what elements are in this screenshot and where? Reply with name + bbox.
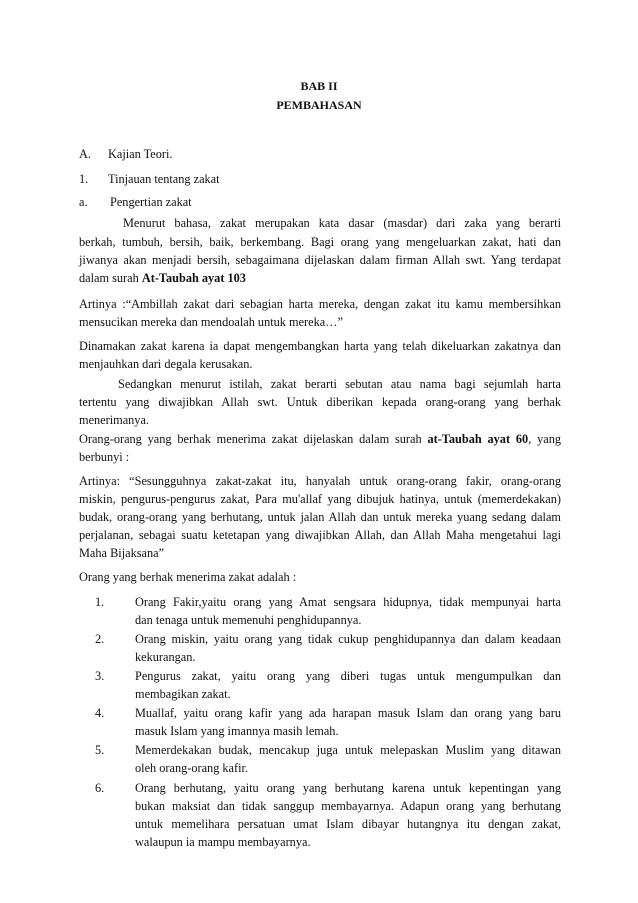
section-a-small-heading: Pengertian zakat [110,195,192,209]
list-item-number: 3. [95,669,105,683]
paragraph-line: tertentu yang diwajibkan Allah swt. Untuk diberikan kepada orang-orang yang berhak [79,395,561,409]
paragraph-line: jiwanya akan menjadi bersih, sebagaimana dijelaskan dalam firman Allah swt. Yang terdapat [79,253,561,267]
list-item-line: untuk memelihara persatuan umat Islam dibayar hutangnya itu dengan zakat, [135,817,561,831]
list-item-line: Pengurus zakat, yaitu orang yang diberi tugas untuk mengumpulkan dan [135,669,561,683]
list-item-line: Orang berhutang, yaitu orang yang berhutang karena untuk kepentingan yang [135,781,561,795]
text-run: , yang [528,432,561,446]
surah-reference: at-Taubah ayat 60 [427,432,529,446]
list-item-line: Orang Fakir,yaitu orang yang Amat sengsara hidupnya, tidak mempunyai harta [135,595,561,609]
paragraph-line: Dinamakan zakat karena ia dapat mengembangkan harta yang telah dikeluarkan zakatnya dan [79,339,561,353]
list-item-number: 2. [95,632,105,646]
paragraph-line [79,270,561,287]
list-item-number: 1. [95,595,105,609]
paragraph-line: menjauhkan dari degala kerusakan. [79,357,253,371]
section-a-label: A. [79,147,91,161]
list-item-number: 4. [95,706,105,720]
list-item-number: 6. [95,781,105,795]
list-item-line: Muallaf, yaitu orang kafir yang ada harapan masuk Islam dan orang yang baru [135,706,561,720]
section-a-heading: Kajian Teori. [108,147,173,161]
list-item-line: walaupun ia mampu membayarnya. [135,835,311,849]
section-1-label: 1. [79,172,89,186]
list-intro: Orang yang berhak menerima zakat adalah : [79,570,297,584]
paragraph-line: berkah, tumbuh, bersih, baik, berkembang. Bagi orang yang mengeluarkan zakat, hati dan [79,235,561,249]
paragraph-line: Menurut bahasa, zakat merupakan kata dasar (masdar) dari zaka yang berarti [123,216,561,230]
chapter-title: PEMBAHASAN [276,98,362,112]
paragraph-line: Artinya :“Ambillah zakat dari sebagian harta mereka, dengan zakat itu kamu membersihkan [79,297,561,311]
list-item-line: Memerdekakan budak, mencakup juga untuk melepaskan Muslim yang ditawan [135,743,561,757]
list-item-line: membagikan zakat. [135,687,231,701]
paragraph-line: mensucikan mereka dan mendoalah untuk mereka…” [79,315,343,329]
list-item-number: 5. [95,743,105,757]
paragraph-line: Maha Bijaksana” [79,546,165,560]
paragraph-line: Sedangkan menurut istilah, zakat berarti sebutan atau nama bagi sejumlah harta [118,377,561,391]
paragraph-line: berbunyi : [79,450,130,464]
list-item-line: oleh orang-orang kafir. [135,761,249,775]
text-run: Orang-orang yang berhak menerima zakat dijelaskan dalam surah [79,432,428,446]
section-1-heading: Tinjauan tentang zakat [108,172,220,186]
paragraph-line: budak, orang-orang yang berhutang, untuk jalan Allah dan untuk mereka yuang sedang dalam [79,510,561,524]
list-item-line: Orang miskin, yaitu orang yang tidak cukup penghidupannya dan dalam keadaan [135,632,561,646]
paragraph-line: miskin, pengurus-pengurus zakat, Para mu'allaf yang dibujuk hatinya, untuk (memerdekakan) [79,492,561,506]
paragraph-line: perjalanan, sebagai suatu ketetapan yang diwajibkan Allah, dan Allah Maha mengetahui lagi [79,528,561,542]
list-item-line: bukan maksiat dan tidak sanggup membayarnya. Adapun orang yang berhutang [135,799,561,813]
section-a-small-label: a. [79,195,88,209]
paragraph-line: Artinya: “Sesungguhnya zakat-zakat itu, hanyalah untuk orang-orang fakir, orang-orang [79,474,561,488]
list-item-line: dan tenaga untuk memenuhi penghidupannya. [135,613,362,627]
surah-reference: At-Taubah ayat 103 [141,271,246,285]
paragraph-line [79,431,561,448]
list-item-line: kekurangan. [135,650,196,664]
list-item-line: masuk Islam yang imannya masih lemah. [135,724,339,738]
chapter-number: BAB II [300,79,338,93]
text-run: dalam surah [79,271,142,285]
paragraph-line: menerimanya. [79,413,149,427]
